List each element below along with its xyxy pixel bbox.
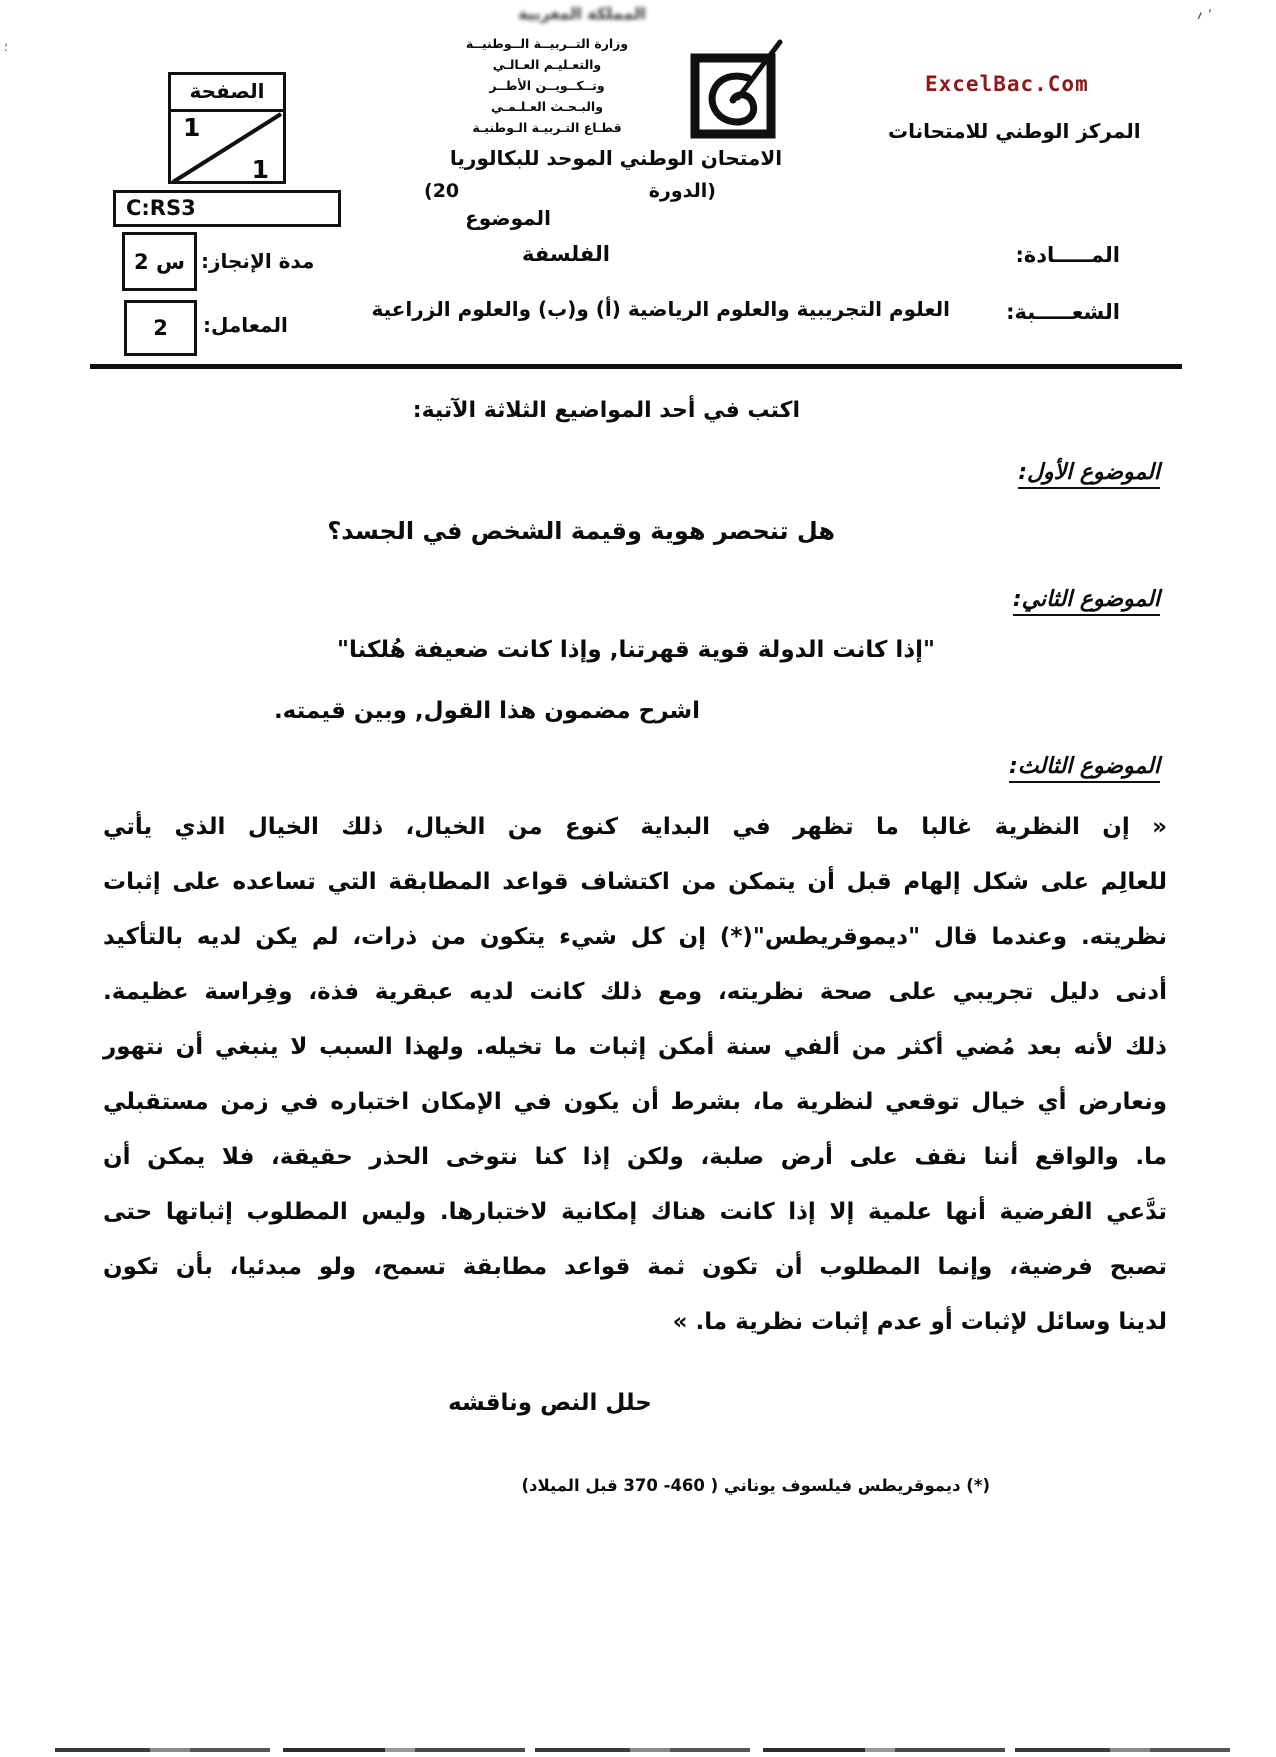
essay-line: لدينا وسائل لإثبات أو عدم إثبات نظرية ما. » <box>672 1309 1167 1335</box>
duration-label: مدة الإنجاز: <box>201 249 315 273</box>
topic-3-instruction: حلل النص وناقشه <box>448 1390 652 1416</box>
essay-line: تدَّعي الفرضية أنها علمية إلا إذا كانت هناك إمكانية لاختبارها. وليس المطلوب إثباتها حتى <box>103 1199 1167 1225</box>
ministry-line: والبـحـث العـلـمـي <box>491 99 603 114</box>
page-fraction <box>171 112 283 184</box>
topic-1-title: الموضوع الأول: <box>1018 460 1160 489</box>
topic-2-title: الموضوع الثاني: <box>1013 587 1160 616</box>
subject-label: المـــــادة: <box>1015 243 1120 267</box>
session-year: 20) <box>424 180 460 202</box>
exam-center-name: المركز الوطني للامتحانات <box>888 119 1141 143</box>
header-divider <box>90 364 1182 369</box>
exam-code-box: C:RS3 <box>113 190 341 227</box>
page-total: 1 <box>251 155 269 184</box>
essay-line: تصبح فرضية، وإنما المطلوب أن تكون ثمة قواعد مطابقة تسمح، ولو مبدئيا، بأن تكون <box>103 1254 1167 1280</box>
topic-2-quote: "إذا كانت الدولة قوية قهرتنا, وإذا كانت ضعيفة هُلكنا" <box>337 637 935 663</box>
branch-value: العلوم التجريبية والعلوم الرياضية (أ) و(ب) والعلوم الزراعية <box>371 297 950 321</box>
footnote: (*) ديموقريطس فيلسوف يوناني ( 460- 370 قبل الميلاد) <box>521 1476 990 1495</box>
essay-line: ما. والواقع أننا نقف على أرض صلبة، ولكن إذا كنا نتوخى الحذر حقيقة، فلا يمكن أن <box>103 1144 1167 1170</box>
ministry-line: والتعـليـم العـالـي <box>492 57 602 72</box>
bottom-scan-line <box>55 1748 1233 1752</box>
page-number-box <box>168 72 286 184</box>
essay-line: ونعارض أي خيال توقعي لنظرية ما، بشرط أن يكون في الإمكان اختباره في زمن مستقبلي <box>103 1089 1167 1115</box>
coefficient-label: المعامل: <box>203 313 288 337</box>
topic-2-instruction: اشرح مضمون هذا القول, وبين قيمته. <box>273 698 700 724</box>
ministry-block <box>404 33 690 138</box>
topic-3-text <box>103 800 1167 1350</box>
essay-line: « إن النظرية غالبا ما تظهر في البداية كنوع من الخيال، ذلك الخيال الذي يأتي <box>103 814 1167 840</box>
ministry-logo-icon <box>690 48 776 140</box>
kingdom-header-smudge: المملكة المغربية <box>518 4 646 23</box>
essay-line: نظريته. وعندما قال "ديموقريطس"(*) إن كل شيء يتكون من ذرات، لم يكن لديه بالتأكيد <box>103 924 1167 950</box>
session-line <box>424 180 716 202</box>
duration-value-box: 2 س <box>122 232 197 291</box>
essay-line: ذلك لأنه بعد مُضي أكثر من ألفي سنة أمكن إثبات ما تخيله. ولهذا السبب لا ينبغي أن نتهور <box>103 1034 1167 1060</box>
coefficient-value-box: 2 <box>124 300 197 356</box>
essay-line: للعالِم على شكل إلهام قبل أن يتمكن من اكتشاف قواعد المطابقة التي تساعده على إثبات <box>103 869 1167 895</box>
ministry-line: قطـاع التـربيـة الـوطنيـة <box>472 120 622 135</box>
excelbac-watermark: ExcelBac.Com <box>925 72 1089 96</box>
subject-value: الفلسفة <box>522 242 610 266</box>
topic-1-question: هل تنحصر هوية وقيمة الشخص في الجسد؟ <box>327 517 835 545</box>
exam-title: الامتحان الوطني الموحد للبكالوريا <box>449 146 783 170</box>
document-type: الموضوع <box>465 206 551 230</box>
branch-label: الشعـــــبة: <box>1006 300 1120 324</box>
session-prefix: (الدورة <box>648 180 716 202</box>
page-current: 1 <box>183 113 201 142</box>
scan-speckle: ؛ <box>4 40 8 54</box>
topic-3-title: الموضوع الثالث: <box>1009 754 1160 783</box>
scan-speckle: ٬ ؍ <box>1196 8 1212 23</box>
ministry-line: وتــكــويــن الأطــر <box>489 78 605 93</box>
essay-line: أدنى دليل تجريبي على صحة نظريته، ومع ذلك كانت لديه عبقرية فذة، وفِراسة عظيمة. <box>103 979 1167 1005</box>
main-instruction: اكتب في أحد المواضيع الثلاثة الآتية: <box>412 398 800 423</box>
ministry-line: وزارة التــربيــة الــوطنيــة <box>465 36 629 51</box>
page-label: الصفحة <box>171 75 283 112</box>
